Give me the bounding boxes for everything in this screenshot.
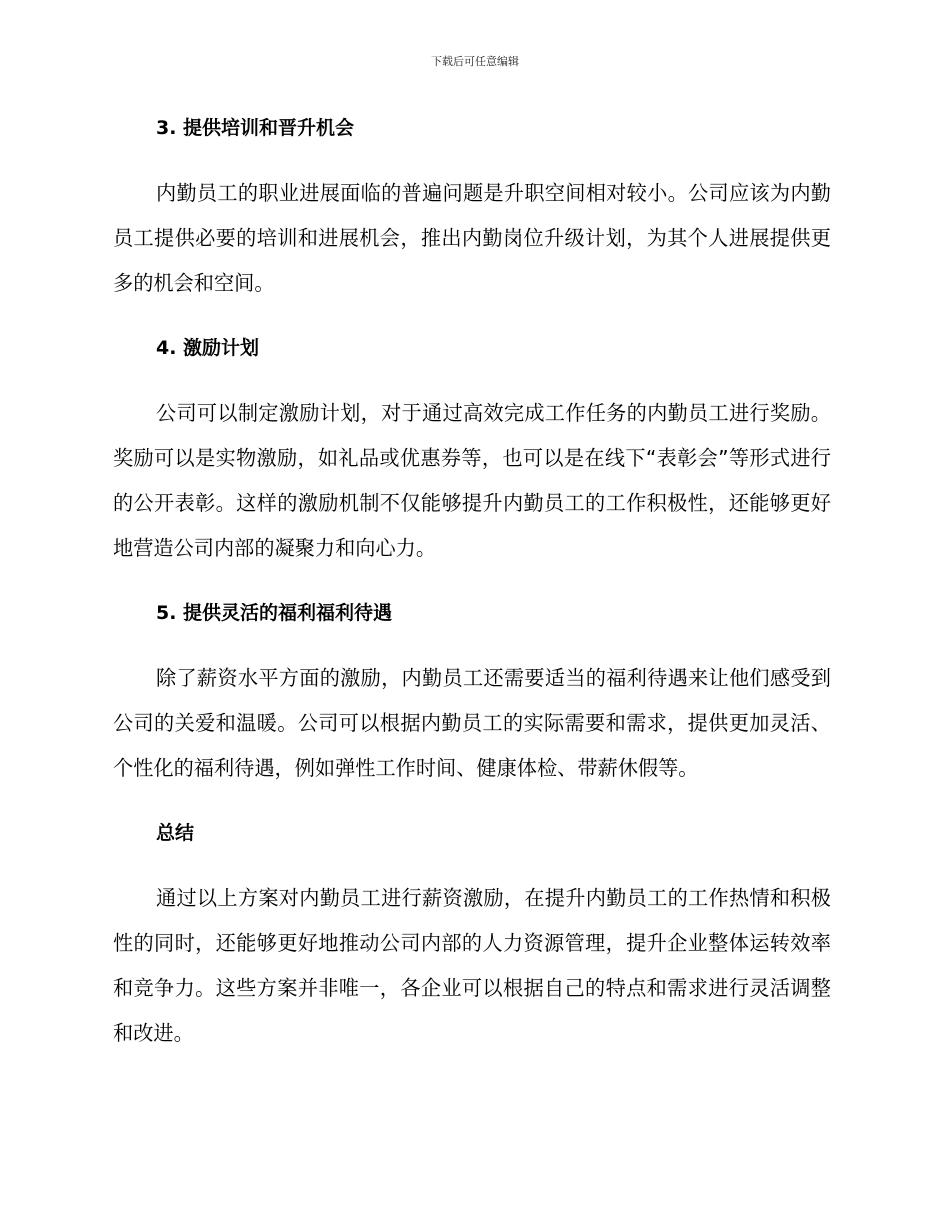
section-heading-benefits: 5. 提供灵活的福利福利待遇 (156, 602, 393, 624)
section-paragraph-benefits: 除了薪资水平方面的激励，内勤员工还需要适当的福利待遇来让他们感受到公司的关爱和温暖。公司可以根据内勤员工的实际需要和需求，提供更加灵活、个性化的福利待遇，例如弹性工作时间、健康体检、带薪休假等。 (113, 666, 831, 780)
section-paragraph-summary: 通过以上方案对内勤员工进行薪资激励，在提升内勤员工的工作热情和积极性的同时，还能够更好地推动公司内部的人力资源管理，提升企业整体运转效率和竞争力。这些方案并非唯一，各企业可以根据自己的特点和需求进行灵活调整和改进。 (113, 886, 831, 1045)
section-paragraph-incentive: 公司可以制定激励计划，对于通过高效完成工作任务的内勤员工进行奖励。奖励可以是实物激励，如礼品或优惠券等，也可以是在线下“表彰会”等形式进行的公开表彰。这样的激励机制不仅能够提升内勤员工的工作积极性，还能够更好地营造公司内部的凝聚力和向心力。 (113, 401, 831, 560)
section-paragraph-training: 内勤员工的职业进展面临的普遍问题是升职空间相对较小。公司应该为内勤员工提供必要的培训和进展机会，推出内勤岗位升级计划，为其个人进展提供更多的机会和空间。 (113, 181, 831, 295)
section-heading-training: 3. 提供培训和晋升机会 (156, 117, 355, 139)
section-heading-incentive: 4. 激励计划 (156, 337, 260, 359)
section-heading-summary: 总结 (156, 822, 195, 844)
header-note: 下载后可任意编辑 (431, 55, 519, 68)
document-body (113, 113, 831, 1056)
